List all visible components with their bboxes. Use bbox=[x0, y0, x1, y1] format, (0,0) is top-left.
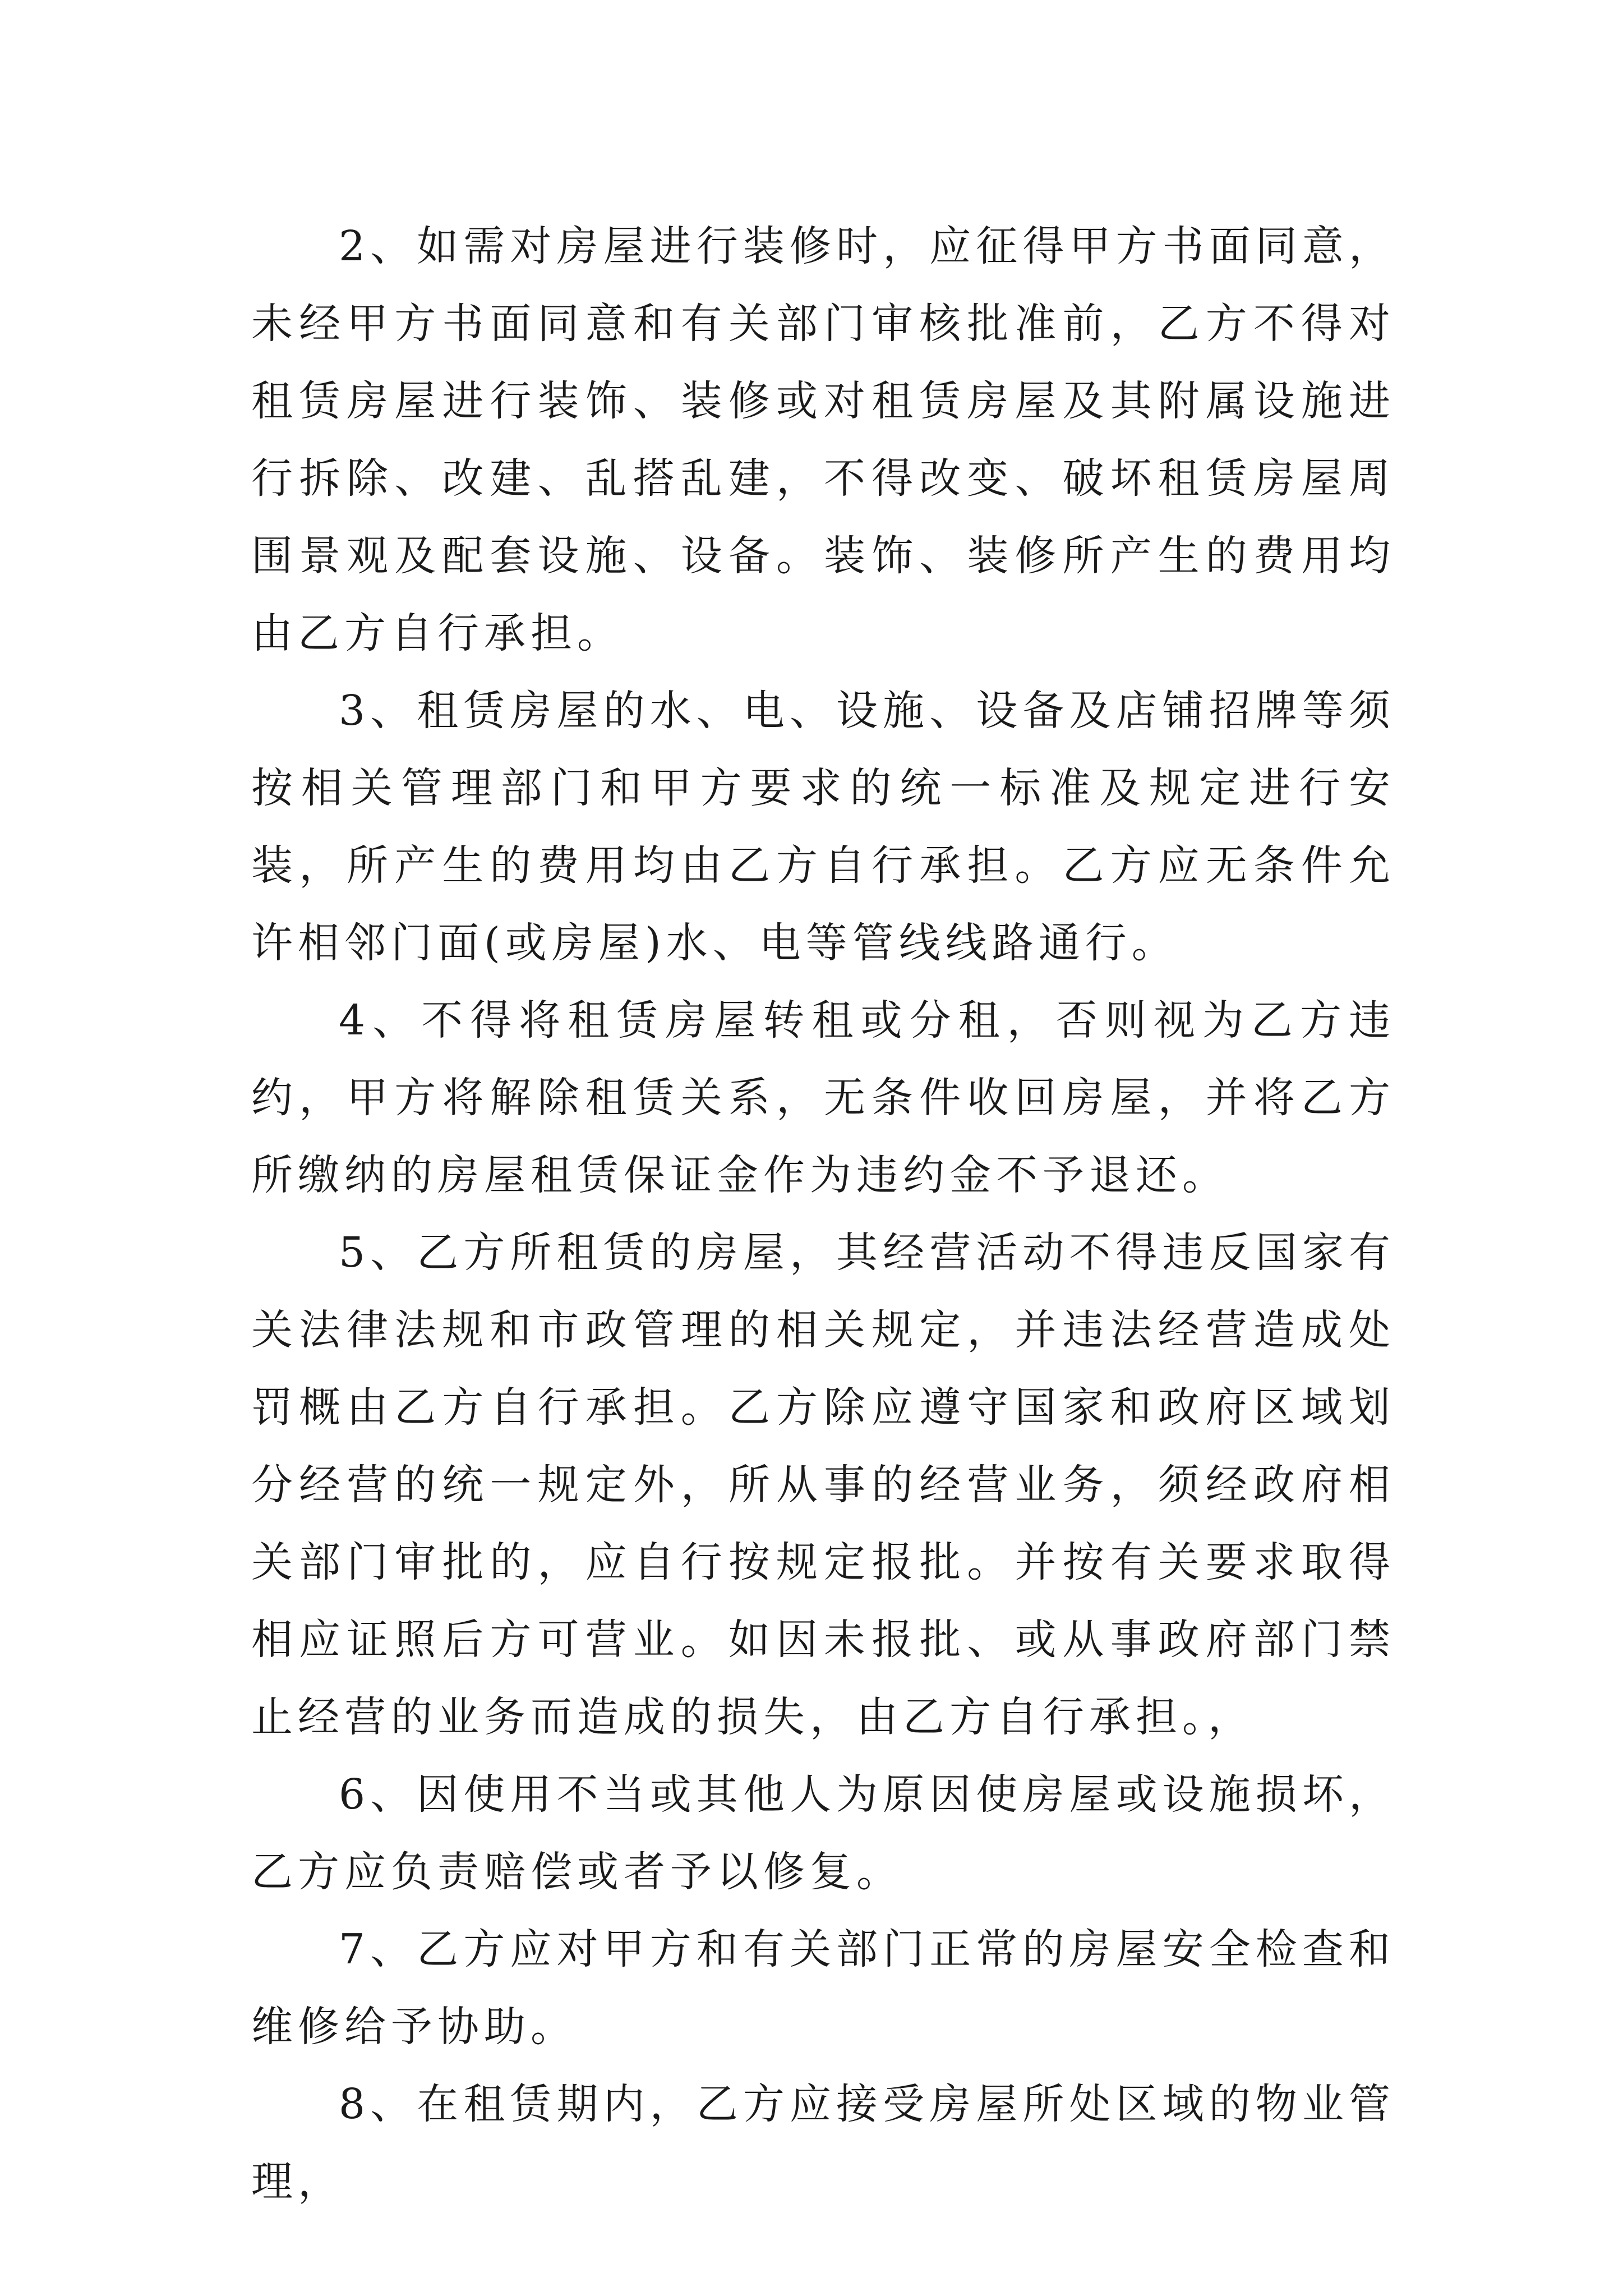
clause-3-paragraph: 3、租赁房屋的水、电、设施、设备及店铺招牌等须按相关管理部门和甲方要求的统一标准及规定进行安装，所产生的费用均由乙方自行承担。乙方应无条件允许相邻门面(或房屋)水、电等管线线路通行。 bbox=[251, 687, 1395, 967]
clause-6-paragraph: 6、因使用不当或其他人为原因使房屋或设施损坏，乙方应负责赔偿或者予以修复。 bbox=[251, 1770, 1395, 1896]
clause-4-paragraph: 4、不得将租赁房屋转租或分租，否则视为乙方违约，甲方将解除租赁关系，无条件收回房屋，并将乙方所缴纳的房屋租赁保证金作为违约金不予退还。 bbox=[251, 996, 1395, 1199]
clause-5-paragraph: 5、乙方所租赁的房屋，其经营活动不得违反国家有关法律法规和市政管理的相关规定，并违法经营造成处罚概由乙方自行承担。乙方除应遵守国家和政府区域划分经营的统一规定外，所从事的经营业务，须经政府相关部门审批的，应自行按规定报批。并按有关要求取得相应证照后方可营业。如因未报批、或从事政府部门禁止经营的业务而造成的损失，由乙方自行承担。， bbox=[251, 1228, 1395, 1741]
clause-7-paragraph: 7、乙方应对甲方和有关部门正常的房屋安全检查和维修给予协助。 bbox=[251, 1925, 1395, 2051]
document-body bbox=[251, 208, 1395, 2220]
clause-2-paragraph: 2、如需对房屋进行装修时，应征得甲方书面同意，未经甲方书面同意和有关部门审核批准前，乙方不得对租赁房屋进行装饰、装修或对租赁房屋及其附属设施进行拆除、改建、乱搭乱建，不得改变、破坏租赁房屋周围景观及配套设施、设备。装饰、装修所产生的费用均由乙方自行承担。 bbox=[251, 222, 1395, 657]
clause-8-paragraph: 8、在租赁期内，乙方应接受房屋所处区域的物业管理， bbox=[251, 2080, 1395, 2206]
